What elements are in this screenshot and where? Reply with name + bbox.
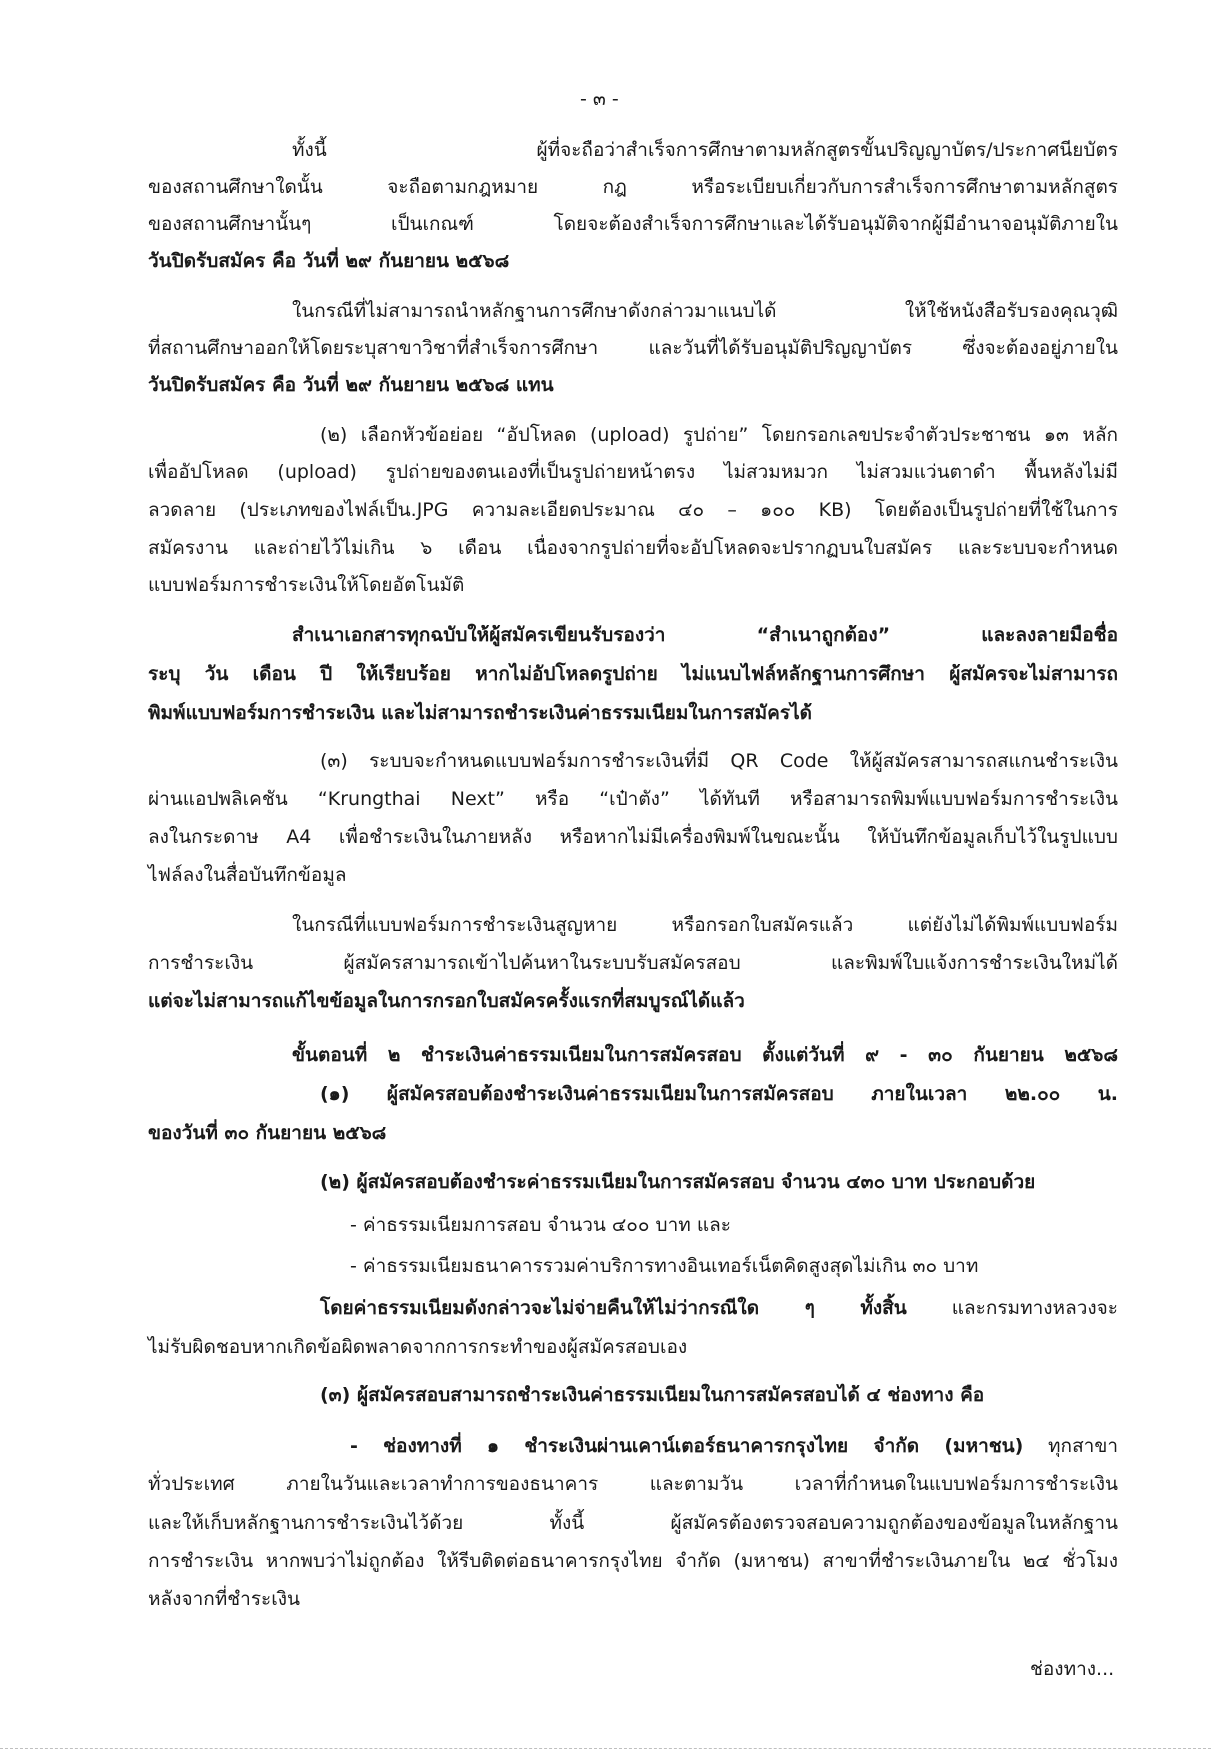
- para4-line2: ระบุ วัน เดือน ปี ให้เรียบร้อย หากไม่อัปโหลดรูปถ่าย ไม่แนบไฟล์หลักฐานการศึกษา ผู้สมัครจะไม่สามารถ: [148, 663, 1118, 685]
- para3-line3: ลวดลาย (ประเภทของไฟล์เป็น.JPG ความละเอียดประมาณ ๔๐ – ๑๐๐ KB) โดยต้องเป็นรูปถ่ายที่ใช้ในการ: [148, 499, 1118, 521]
- para5-line3: ลงในกระดาษ A4 เพื่อชำระเงินในภายหลัง หรือหากไม่มีเครื่องพิมพ์ในขณะนั้น ให้บันทึกข้อมูลเก็บไว้ในรูปแบบ: [148, 826, 1118, 848]
- para3-line4: สมัครงาน และถ่ายไว้ไม่เกิน ๖ เดือน เนื่องจากรูปถ่ายที่จะอัปโหลดจะปรากฏบนใบสมัคร และระบบจะกำหนด: [148, 537, 1118, 559]
- para5-line2: ผ่านแอปพลิเคชัน “Krungthai Next” หรือ “เป๋าตัง” ได้ทันที หรือสามารถพิมพ์แบบฟอร์มการชำระเงิน: [148, 788, 1118, 810]
- refund-note-rest: และกรมทางหลวงจะ: [906, 1297, 1118, 1319]
- fee-bullet-exam: - ค่าธรรมเนียมการสอบ จำนวน ๔๐๐ บาท และ: [350, 1214, 731, 1236]
- para3-line5: แบบฟอร์มการชำระเงินให้โดยอัตโนมัติ: [148, 574, 465, 596]
- para5-line4: ไฟล์ลงในสื่อบันทึกข้อมูล: [148, 864, 347, 886]
- para5-line1: (๓) ระบบจะกำหนดแบบฟอร์มการชำระเงินที่มี QR Code ให้ผู้สมัครสามารถสแกนชำระเงิน: [320, 750, 1118, 772]
- para6-line3: แต่จะไม่สามารถแก้ไขข้อมูลในการกรอกใบสมัครครั้งแรกที่สมบูรณ์ได้แล้ว: [148, 990, 745, 1012]
- para6-line2: การชำระเงิน ผู้สมัครสามารถเข้าไปค้นหาในระบบรับสมัครสอบ และพิมพ์ใบแจ้งการชำระเงินใหม่ได้: [148, 952, 1118, 974]
- closing-date-label: วันปิดรับสมัคร คือ: [148, 250, 303, 272]
- closing-date-suffix: แทน: [509, 374, 554, 396]
- scan-bottom-edge: [0, 1748, 1211, 1749]
- para2-line3: [148, 372, 554, 398]
- channel1-line2: ทั่วประเทศ ภายในวันและเวลาทำการของธนาคาร และตามวัน เวลาที่กำหนดในแบบฟอร์มการชำระเงิน: [148, 1473, 1118, 1495]
- para1-line1: ทั้งนี้ ผู้ที่จะถือว่าสำเร็จการศึกษาตามหลักสูตรขั้นปริญญาบัตร/ประกาศนียบัตร: [292, 139, 1118, 161]
- channel1-line3: และให้เก็บหลักฐานการชำระเงินไว้ด้วย ทั้งนี้ ผู้สมัครต้องตรวจสอบความถูกต้องของข้อมูลในหลักฐาน: [148, 1512, 1118, 1534]
- refund-note-line2: ไม่รับผิดชอบหากเกิดข้อผิดพลาดจากการกระทำของผู้สมัครสอบเอง: [148, 1336, 688, 1358]
- para3-line2: เพื่ออัปโหลด (upload) รูปถ่ายของตนเองที่เป็นรูปถ่ายหน้าตรง ไม่สวมหมวก ไม่สวมแว่นตาดำ พื้นหลังไม่มี: [148, 461, 1119, 483]
- para2-line1: ในกรณีที่ไม่สามารถนำหลักฐานการศึกษาดังกล่าวมาแนบได้ ให้ใช้หนังสือรับรองคุณวุฒิ: [292, 300, 1118, 322]
- para6-line1: ในกรณีที่แบบฟอร์มการชำระเงินสูญหาย หรือกรอกใบสมัครแล้ว แต่ยังไม่ได้พิมพ์แบบฟอร์ม: [292, 914, 1118, 936]
- para1-line4: [148, 248, 509, 274]
- refund-note-bold: โดยค่าธรรมเนียมดังกล่าวจะไม่จ่ายคืนให้ไม่ว่ากรณีใด ๆ ทั้งสิ้น: [320, 1297, 907, 1319]
- channel1-title-rest: ทุกสาขา: [1023, 1435, 1118, 1457]
- step2-item1-line2: ของวันที่ ๓๐ กันยายน ๒๕๖๘: [148, 1122, 387, 1144]
- step2-item1-line1: (๑) ผู้สมัครสอบต้องชำระเงินค่าธรรมเนียมในการสมัครสอบ ภายในเวลา ๒๒.๐๐ น.: [320, 1083, 1118, 1105]
- para1-line2: ของสถานศึกษาใดนั้น จะถือตามกฎหมาย กฎ หรือระเบียบเกี่ยวกับการสำเร็จการศึกษาตามหลักสูตร: [148, 176, 1118, 198]
- refund-note-line1: [320, 1295, 1118, 1321]
- channel1-title: - ช่องทางที่ ๑ ชำระเงินผ่านเคาน์เตอร์ธนาคารกรุงไทย จำกัด (มหาชน): [350, 1435, 1024, 1457]
- channel1-line4: การชำระเงิน หากพบว่าไม่ถูกต้อง ให้รีบติดต่อธนาคารกรุงไทย จำกัด (มหาชน) สาขาที่ชำระเงินภายใน ๒๔ ชั่วโมง: [148, 1550, 1118, 1572]
- closing-date: วันที่ ๒๙ กันยายน ๒๕๖๘: [302, 250, 510, 272]
- para3-line1: (๒) เลือกหัวข้อย่อย “อัปโหลด (upload) รูปถ่าย” โดยกรอกเลขประจำตัวประชาชน ๑๓ หลัก: [320, 424, 1118, 446]
- para2-line2: ที่สถานศึกษาออกให้โดยระบุสาขาวิชาที่สำเร็จการศึกษา และวันที่ได้รับอนุมัติปริญญาบัตร ซึ่งจะต้องอยู่ภายใน: [148, 337, 1118, 359]
- channel1-line5: หลังจากที่ชำระเงิน: [148, 1588, 301, 1610]
- step2-item3-line1: (๓) ผู้สมัครสอบสามารถชำระเงินค่าธรรมเนียมในการสมัครสอบได้ ๔ ช่องทาง คือ: [320, 1384, 985, 1406]
- channel1-line1: [350, 1433, 1118, 1459]
- closing-date-label-2: วันปิดรับสมัคร คือ: [148, 374, 303, 396]
- step2-item2-line1: (๒) ผู้สมัครสอบต้องชำระค่าธรรมเนียมในการสมัครสอบ จำนวน ๔๓๐ บาท ประกอบด้วย: [320, 1171, 1036, 1193]
- page-number: - ๓ -: [580, 88, 619, 110]
- closing-date-2: วันที่ ๒๙ กันยายน ๒๕๖๘: [302, 374, 510, 396]
- fee-bullet-bank: - ค่าธรรมเนียมธนาคารรวมค่าบริการทางอินเทอร์เน็ตคิดสูงสุดไม่เกิน ๓๐ บาท: [350, 1255, 979, 1277]
- para4-line1: สำเนาเอกสารทุกฉบับให้ผู้สมัครเขียนรับรองว่า “สำเนาถูกต้อง” และลงลายมือชื่อ: [292, 624, 1118, 646]
- continuation-note: ช่องทาง...: [1030, 1658, 1115, 1680]
- step2-heading: ขั้นตอนที่ ๒ ชำระเงินค่าธรรมเนียมในการสมัครสอบ ตั้งแต่วันที่ ๙ - ๓๐ กันยายน ๒๕๖๘: [292, 1044, 1118, 1066]
- para1-line3: ของสถานศึกษานั้นๆ เป็นเกณฑ์ โดยจะต้องสำเร็จการศึกษาและได้รับอนุมัติจากผู้มีอำนาจอนุมัติภายใน: [148, 213, 1118, 235]
- para4-line3: พิมพ์แบบฟอร์มการชำระเงิน และไม่สามารถชำระเงินค่าธรรมเนียมในการสมัครได้: [148, 702, 812, 724]
